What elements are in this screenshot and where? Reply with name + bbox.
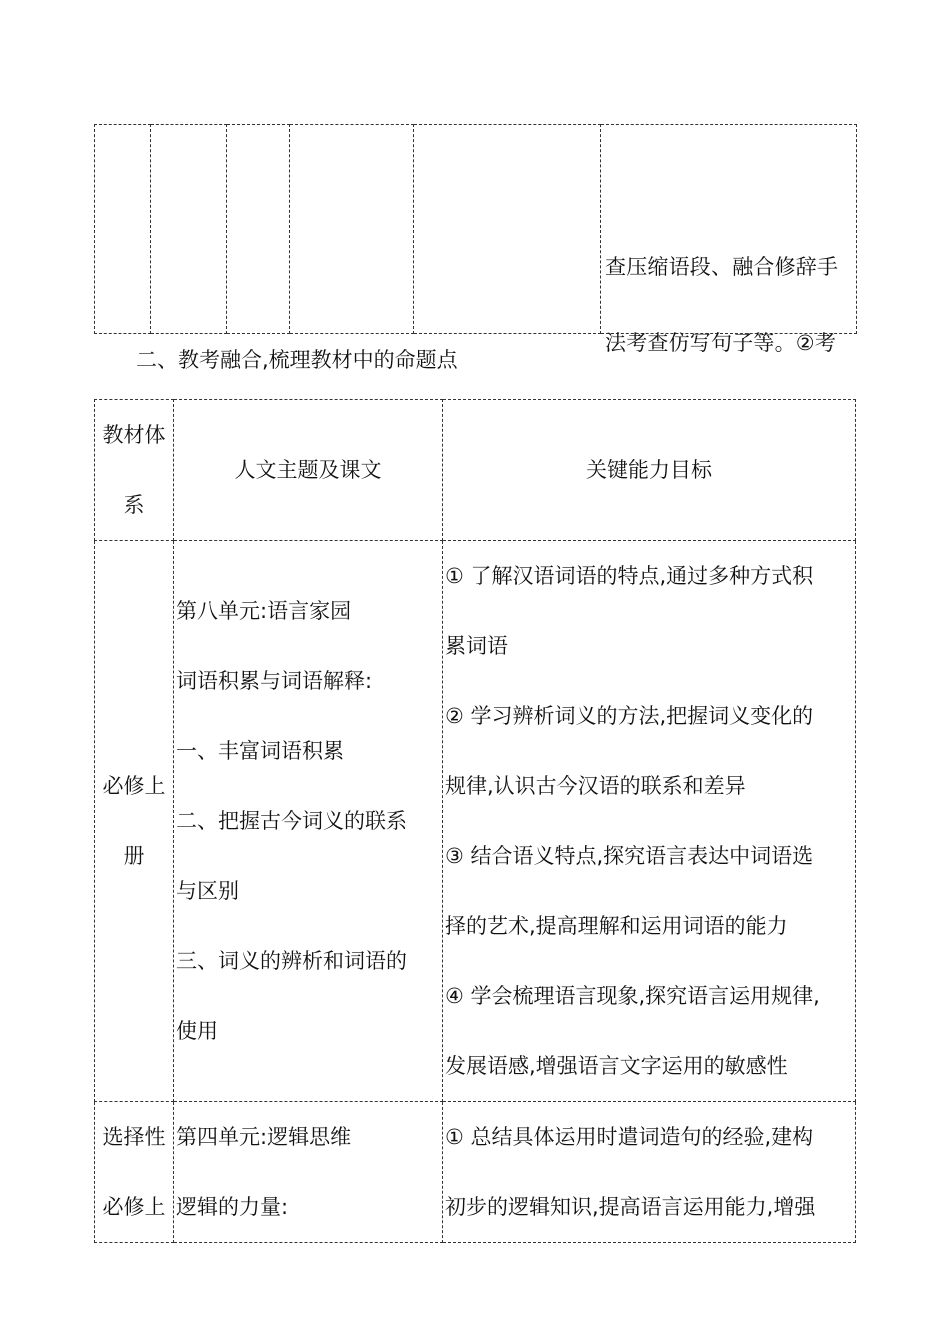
row-goals: ① 了解汉语词语的特点,通过多种方式积 累词语 ② 学习辨析词义的方法,把握词义变化的 规律,认识古今汉语的联系和差异 ③ 结合语义特点,探究语言表达中词语选 择的艺术,提高理解和运用词语的能力 ④ 学会梳理语言现象,探究语言运用规律, 发展语感,增强语言文字运用的敏感性 — [443, 541, 856, 1102]
row-theme: 第四单元:逻辑思维 逻辑的力量: — [174, 1102, 443, 1243]
row-system: 必修上 册 — [95, 541, 174, 1102]
header-theme: 人文主题及课文 — [174, 400, 443, 541]
continued-cell-4 — [290, 125, 414, 334]
row-goals: ① 总结具体运用时遣词造句的经验,建构 初步的逻辑知识,提高语言运用能力,增强 — [443, 1102, 856, 1243]
header-textbook-system: 教材体 系 — [95, 400, 174, 541]
continued-cell-5 — [414, 125, 601, 334]
continued-cell-6 — [601, 125, 857, 355]
section-heading: 二、教考融合,梳理教材中的命题点 — [136, 348, 458, 372]
exam-points-table — [94, 399, 856, 1243]
continued-cell-1 — [95, 125, 151, 334]
header-ability-goals: 关键能力目标 — [443, 400, 856, 541]
overflow-text: 查压缩语段、融合修辞手 法考查仿写句子等。②考 — [605, 255, 839, 355]
table-row — [95, 541, 856, 1102]
table-header-row — [95, 400, 856, 541]
continued-cell-2 — [151, 125, 227, 334]
continued-cell-3 — [227, 125, 290, 334]
table-row — [95, 1102, 856, 1243]
row-theme: 第八单元:语言家园 词语积累与词语解释: 一、丰富词语积累 二、把握古今词义的联系 与区别 三、词义的辨析和词语的 使用 — [174, 541, 443, 1102]
continued-table — [94, 124, 857, 355]
row-system: 选择性 必修上 — [95, 1102, 174, 1243]
